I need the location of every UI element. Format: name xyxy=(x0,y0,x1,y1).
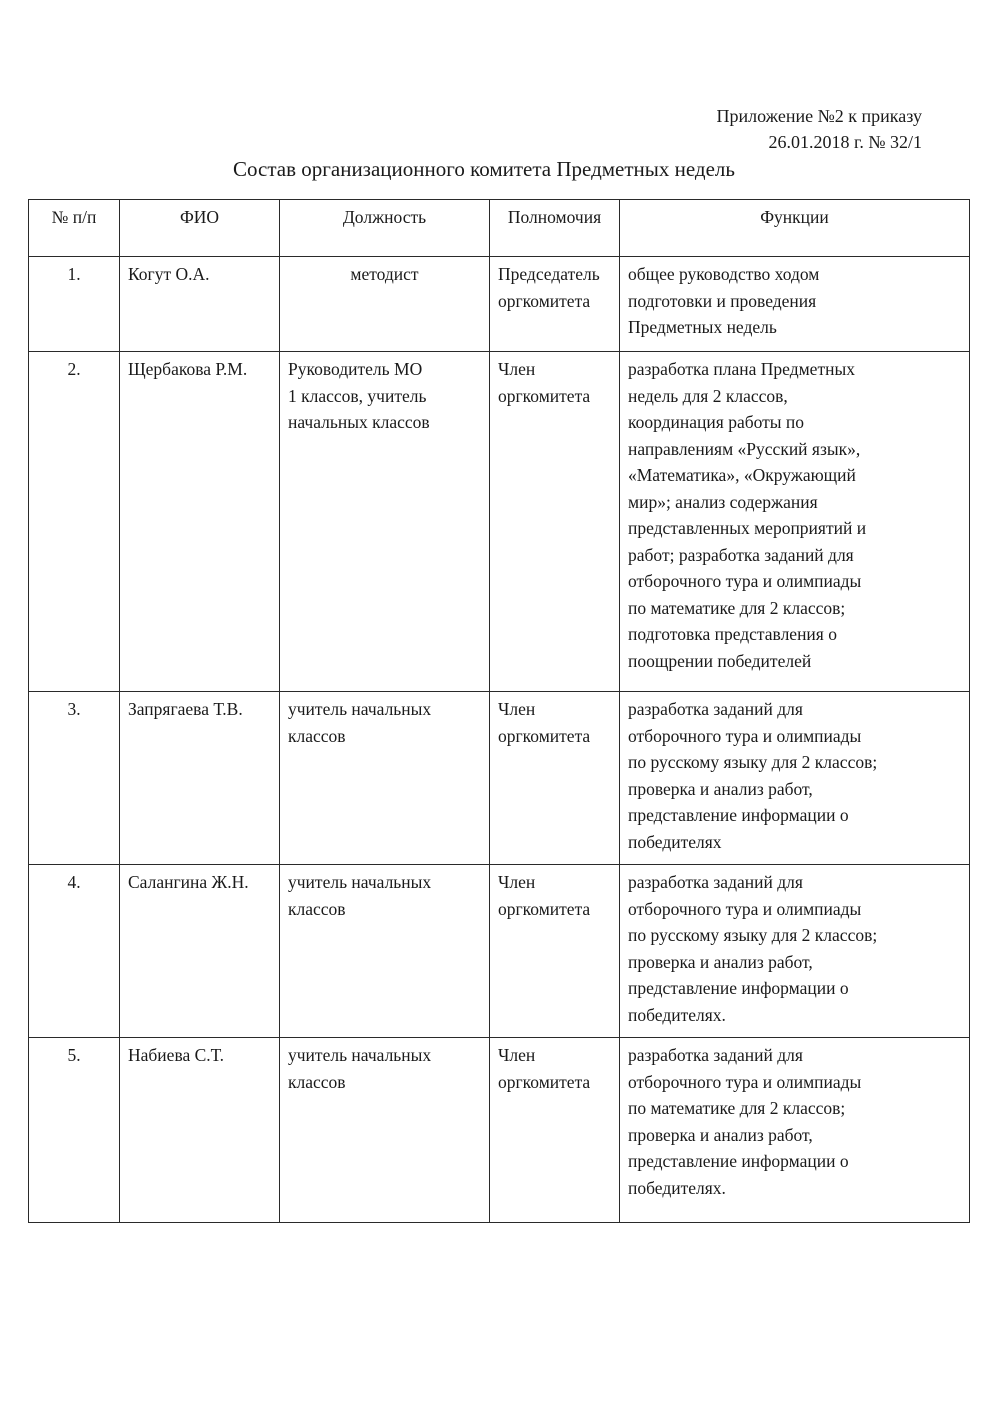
row-number: 3. xyxy=(29,692,120,865)
header-functions: Функции xyxy=(620,200,970,257)
header-position: Должность xyxy=(280,200,490,257)
row-number: 5. xyxy=(29,1038,120,1223)
appendix-line-date: 26.01.2018 г. № 32/1 xyxy=(768,132,922,152)
row-functions: разработка плана Предметных недель для 2 классов, координация работы по направлениям «Русский язык», «Математика», «Окружающий мир»; анализ содержания представленных мероприятий и работ; разработка заданий для отборочного тура и олимпиады по математике для 2 классов; подготовка представления о поощрении победителей xyxy=(620,352,970,692)
row-functions: разработка заданий для отборочного тура и олимпиады по математике для 2 классов; проверка и анализ работ, представление информации о победителях. xyxy=(620,1038,970,1223)
row-functions: общее руководство ходом подготовки и проведения Предметных недель xyxy=(620,257,970,352)
row-position: Руководитель МО 1 классов, учитель начальных классов xyxy=(280,352,490,692)
row-fio: Набиева С.Т. xyxy=(120,1038,280,1223)
table-row xyxy=(29,352,970,692)
table-row xyxy=(29,257,970,352)
row-number: 4. xyxy=(29,865,120,1038)
committee-table xyxy=(28,199,970,1223)
appendix-note xyxy=(717,103,923,155)
row-authority: Член оргкомитета xyxy=(490,865,620,1038)
row-authority: Член оргкомитета xyxy=(490,692,620,865)
row-position: методист xyxy=(280,257,490,352)
row-fio: Салангина Ж.Н. xyxy=(120,865,280,1038)
row-authority: Председатель оргкомитета xyxy=(490,257,620,352)
row-position: учитель начальных классов xyxy=(280,692,490,865)
appendix-line-order: Приложение №2 к приказу xyxy=(716,106,922,126)
document-title: Состав организационного комитета Предметных недель xyxy=(233,157,735,181)
header-num: № п/п xyxy=(29,200,120,257)
row-number: 2. xyxy=(29,352,120,692)
header-authority: Полномочия xyxy=(490,200,620,257)
row-functions: разработка заданий для отборочного тура и олимпиады по русскому языку для 2 классов; проверка и анализ работ, представление информации о победителях. xyxy=(620,865,970,1038)
row-fio: Когут О.А. xyxy=(120,257,280,352)
row-functions: разработка заданий для отборочного тура и олимпиады по русскому языку для 2 классов; проверка и анализ работ, представление информации о победителях xyxy=(620,692,970,865)
table-row xyxy=(29,692,970,865)
row-number: 1. xyxy=(29,257,120,352)
row-position: учитель начальных классов xyxy=(280,1038,490,1223)
document-title-wrapper xyxy=(0,156,1000,182)
row-fio: Щербакова Р.М. xyxy=(120,352,280,692)
row-position: учитель начальных классов xyxy=(280,865,490,1038)
table-row xyxy=(29,865,970,1038)
row-authority: Член оргкомитета xyxy=(490,1038,620,1223)
table-row xyxy=(29,1038,970,1223)
row-fio: Запрягаева Т.В. xyxy=(120,692,280,865)
header-fio: ФИО xyxy=(120,200,280,257)
row-authority: Член оргкомитета xyxy=(490,352,620,692)
table-header-row xyxy=(29,200,970,257)
